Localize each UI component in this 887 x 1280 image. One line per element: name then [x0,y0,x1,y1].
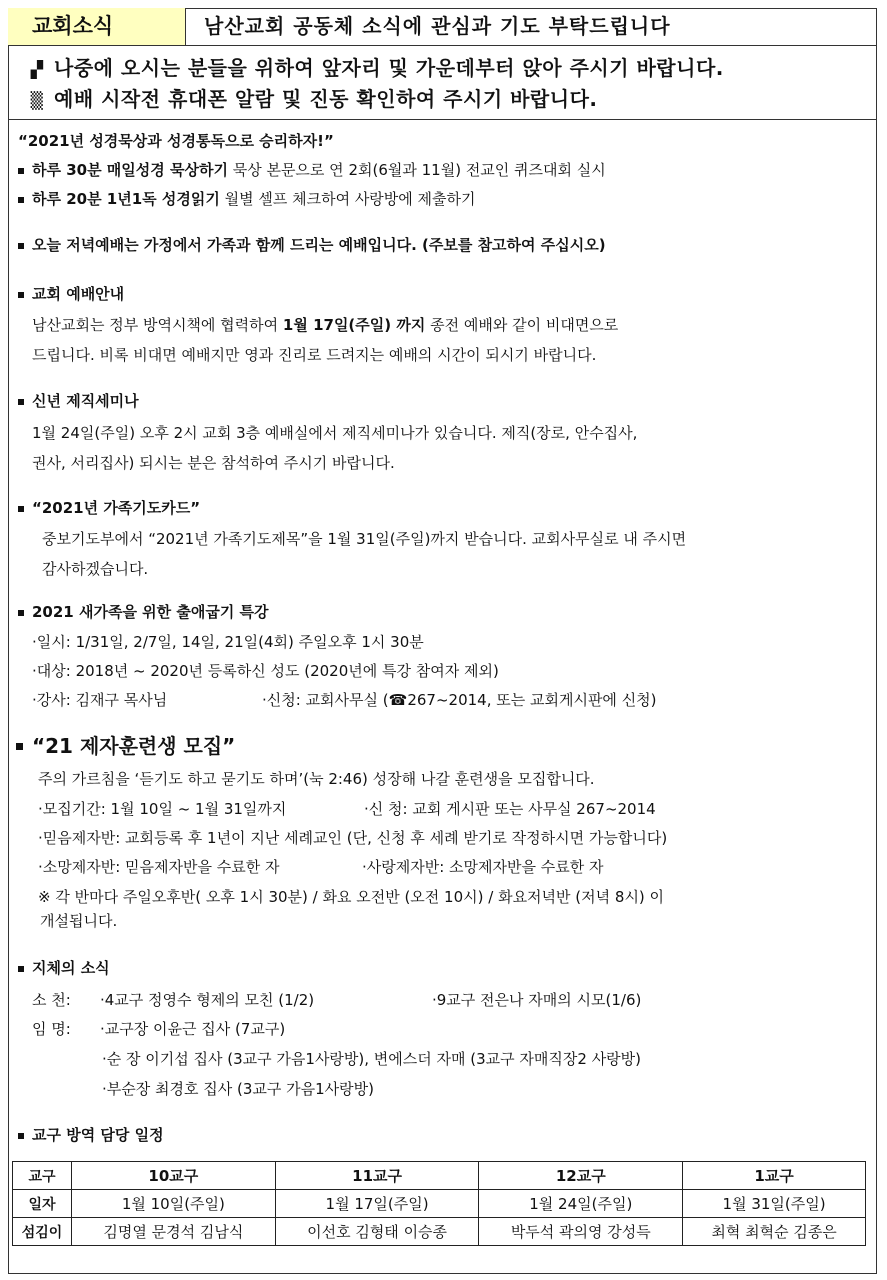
table-row [13,1218,866,1246]
appointment-item: ·교구장 이윤근 집사 (7교구) [100,1020,286,1038]
death-item: ·9교구 전은나 자매의 시모(1/6) [432,991,642,1009]
servers-cell: 김명열 문경석 김남식 [72,1218,276,1246]
plan-item: 하루 20분 1년1독 성경읽기 월별 셀프 체크하여 사랑방에 제출하기 [32,190,476,208]
district-cell: 1교구 [683,1162,866,1190]
bullet [18,506,24,512]
bullet [18,610,24,616]
servers-cell: 최혁 최혁순 김종은 [683,1218,866,1246]
notice-text: 나중에 오시는 분들을 위하여 앞자리 및 가운데부터 앉아 주시기 바랍니다. [54,56,724,80]
members-title: 지체의 소식 [32,959,110,977]
worship-title: 교회 예배안내 [32,285,125,303]
schedule-table [12,1161,866,1246]
row-header: 섬김이 [13,1218,72,1246]
disciple-hope: ·소망제자반: 믿음제자반을 수료한 자 [38,858,280,876]
disciple-note: ※ 각 반마다 주일오후반( 오후 1시 30분) / 화요 오전반 (오전 10시) / 화요저녁반 (저녁 8시) 이 [38,888,665,906]
seminar-text: 1월 24일(주일) 오후 2시 교회 3층 예배실에서 제직세미나가 있습니다. 제직(장로, 안수집사, [32,424,638,442]
district-cell: 10교구 [72,1162,276,1190]
evening-notice: 오늘 저녁예배는 가정에서 가족과 함께 드리는 예배입니다. (주보를 참고하여 주십시오) [32,236,606,254]
death-item: ·4교구 정영수 형제의 모친 (1/2) [100,991,315,1009]
date-cell: 1월 17일(주일) [275,1190,479,1218]
appointment-label: 임 명: [32,1020,71,1038]
notice-line [28,52,724,81]
notice-box [8,46,877,120]
date-cell: 1월 31일(주일) [683,1190,866,1218]
appointment-item: ·순 장 이기섭 집사 (3교구 가음1사랑방), 변에스더 자매 (3교구 자매직장2 사랑방) [102,1050,642,1068]
disciple-apply: ·신 청: 교회 게시판 또는 사무실 267~2014 [364,800,656,818]
row-header: 일자 [13,1190,72,1218]
bullet [18,399,24,405]
seminar-title: 신년 제직세미나 [32,392,139,410]
special-date: ·일시: 1/31일, 2/7일, 14일, 21일(4회) 주일오후 1시 30분 [32,633,424,651]
appointment-item: ·부순장 최경호 집사 (3교구 가음1사랑방) [102,1080,374,1098]
date-cell: 1월 10일(주일) [72,1190,276,1218]
servers-cell: 이선호 김형태 이승종 [275,1218,479,1246]
bullet [18,1133,24,1139]
plan-item: 하루 30분 매일성경 묵상하기 묵상 본문으로 연 2회(6월과 11월) 전교인 퀴즈대회 실시 [32,161,606,179]
disciple-intro: 주의 가르침을 ‘듣기도 하고 묻기도 하며’(눅 2:46) 성장해 나갈 훈련생을 모집합니다. [38,770,595,788]
disciple-faith: ·믿음제자반: 교회등록 후 1년이 지난 세례교인 (단, 신청 후 세례 받기로 작정하시면 가능합니다) [38,829,668,847]
servers-cell: 박두석 곽의영 강성득 [479,1218,683,1246]
motto: “2021년 성경묵상과 성경통독으로 승리하자!” [18,132,334,150]
notice-text: 예배 시작전 휴대폰 알람 및 진동 확인하여 주시기 바랍니다. [54,87,598,111]
disciple-title: “21 제자훈련생 모집” [32,734,236,758]
worship-text: 드립니다. 비록 비대면 예배지만 영과 진리로 드려지는 예배의 시간이 되시기 바랍니다. [32,346,597,364]
disciple-note: 개설됩니다. [40,912,118,930]
special-apply: ·신청: 교회사무실 (☎267~2014, 또는 교회게시판에 신청) [262,691,657,709]
bullet [18,292,24,298]
card-title: “2021년 가족기도카드” [32,499,201,517]
worship-text: 남산교회는 정부 방역시책에 협력하여 1월 17일(주일) 까지 종전 예배와 같이 비대면으로 [32,316,619,334]
disciple-period: ·모집기간: 1월 10일 ~ 1월 31일까지 [38,800,287,818]
card-text: 중보기도부에서 “2021년 가족기도제목”을 1월 31일(주일)까지 받습니다. 교회사무실로 내 주시면 [42,530,687,548]
row-header: 교구 [13,1162,72,1190]
bullet [18,243,24,249]
district-cell: 12교구 [479,1162,683,1190]
death-label: 소 천: [32,991,71,1009]
seminar-text: 권사, 서리집사) 되시는 분은 참석하여 주시기 바랍니다. [32,454,395,472]
disciple-love: ·사랑제자반: 소망제자반을 수료한 자 [362,858,604,876]
card-text: 감사하겠습니다. [42,560,149,578]
table-row [13,1190,866,1218]
special-target: ·대상: 2018년 ~ 2020년 등록하신 성도 (2020년에 특강 참여자 제외) [32,662,499,680]
shaded-block-icon: ▒ [30,91,44,110]
special-title: 2021 새가족을 위한 출애굽기 특강 [32,603,269,621]
schedule-title: 교구 방역 담당 일정 [32,1126,164,1144]
table-row [13,1162,866,1190]
quarter-block-icon: ▞ [30,60,44,79]
bullet [16,743,23,750]
district-cell: 11교구 [275,1162,479,1190]
bulletin-header [8,8,877,46]
special-speaker: ·강사: 김재구 목사님 [32,691,168,709]
bullet [18,168,24,174]
date-cell: 1월 24일(주일) [479,1190,683,1218]
notice-line [28,83,597,112]
bullet [18,197,24,203]
section-tag: 교회소식 [8,8,186,45]
header-title: 남산교회 공동체 소식에 관심과 기도 부탁드립니다 [204,14,671,38]
bullet [18,966,24,972]
